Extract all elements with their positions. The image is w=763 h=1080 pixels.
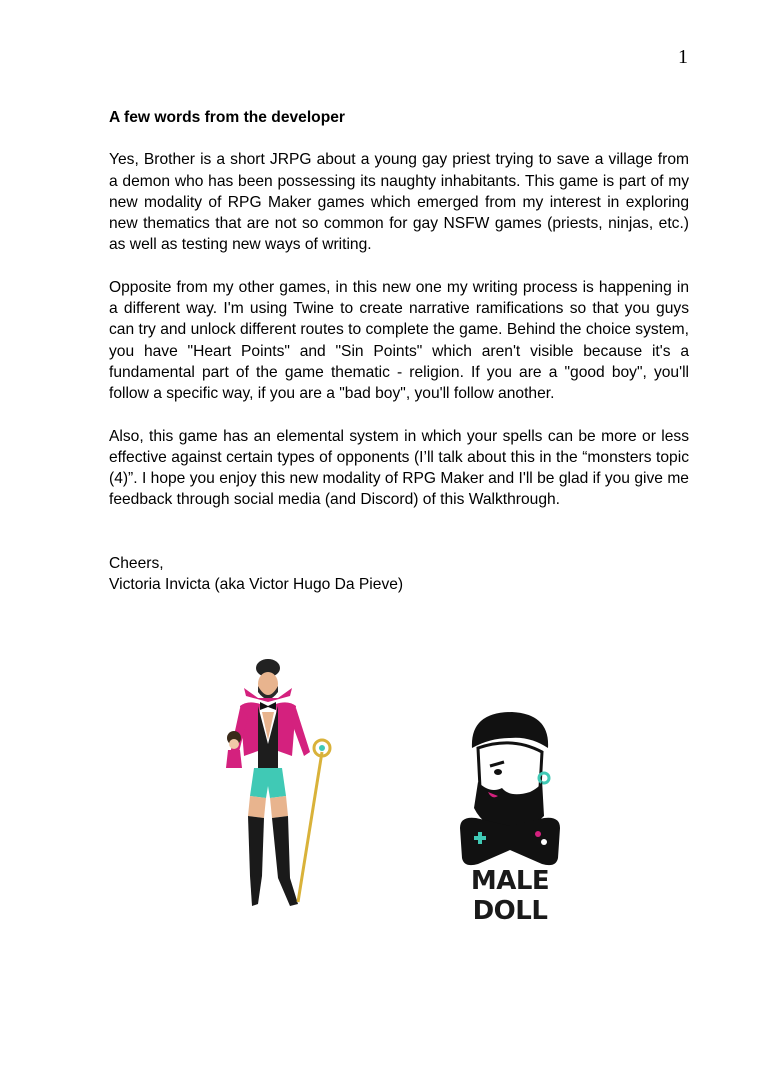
page-number: 1 xyxy=(678,46,688,68)
document-body xyxy=(109,107,689,595)
priest-character-illustration-icon xyxy=(218,656,338,910)
section-heading: A few words from the developer xyxy=(109,109,345,126)
signoff-author: Victoria Invicta (aka Victor Hugo Da Pieve) xyxy=(109,576,404,594)
paragraph-elemental-system: Also, this game has an elemental system in which your spells can be more or less effective against certain types of opponents (I’ll talk about this in the “monsters topic (4)”. I hope you enjoy this new modality of RPG Maker and I'll be glad if you give me feedback through social media (and Discord) of this Walkthrough. xyxy=(109,427,689,509)
paragraph-intro: Yes, Brother is a short JRPG about a young gay priest trying to save a village from a demon who has been possessing its naughty inhabitants. This game is part of my new modality of RPG Maker games which emerged from my interest in exploring new thematics that are not so common for gay NSFW games (priests, ninjas, etc.) as well as testing new ways of writing. xyxy=(109,151,689,254)
male-doll-logo xyxy=(430,708,590,926)
logo-text: MALE DOLL xyxy=(470,866,550,926)
paragraph-writing-process: Opposite from my other games, in this new one my writing process is happening in a different way. I'm using Twine to create narrative ramifications so that you guys can try and unlock different routes to complete the game. Behind the choice system, you have "Heart Points" and "Sin Points" which aren't visible because it's a fundamental part of the game thematic - religion. If you are a "good boy", you'll follow a specific way, if you are a "bad boy", you'll follow another. xyxy=(109,278,689,403)
signoff-closing: Cheers, xyxy=(109,554,164,572)
signoff xyxy=(109,553,689,596)
male-doll-logo-icon xyxy=(430,708,590,868)
